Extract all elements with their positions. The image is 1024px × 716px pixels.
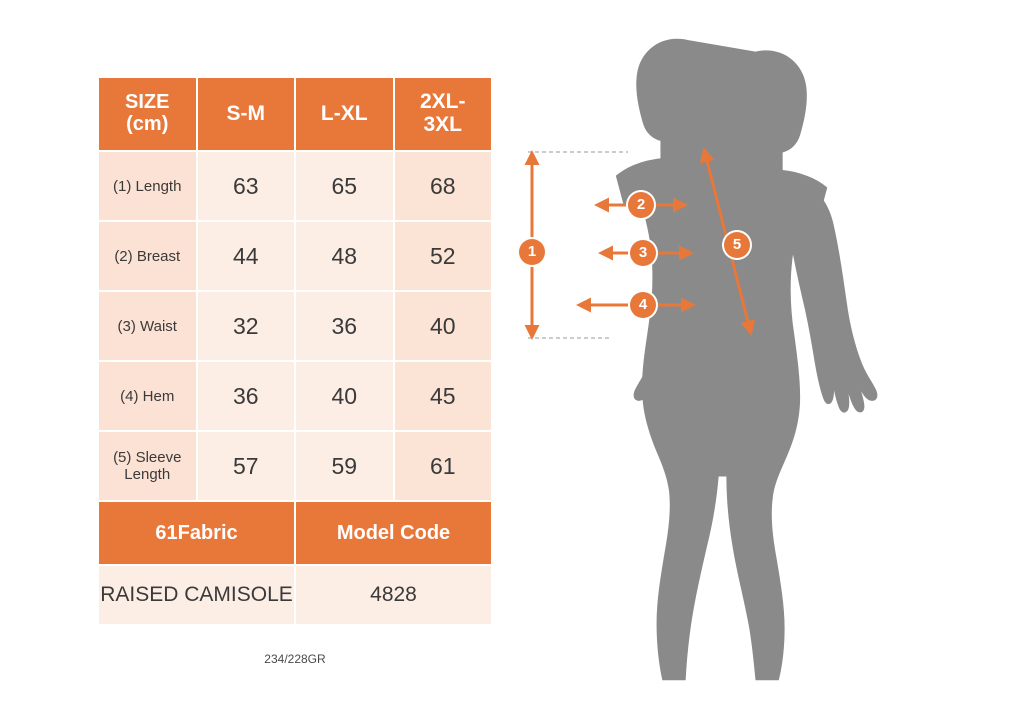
row-label-length: (1) Length	[98, 151, 197, 221]
footer-header-fabric: 61Fabric	[98, 501, 295, 565]
footer-header-model-code: Model Code	[295, 501, 492, 565]
column-header-sm: S-M	[197, 77, 296, 151]
column-header-2xl3xl-line2: 3XL	[423, 113, 462, 136]
cell-breast-2xl3xl: 52	[394, 221, 493, 291]
size-table	[97, 76, 493, 626]
column-header-2xl3xl-line1: 2XL-	[419, 90, 466, 114]
cell-sleeve-2xl3xl: 61	[394, 431, 493, 501]
figure-diagram	[500, 20, 1020, 700]
row-label-breast: (2) Breast	[98, 221, 197, 291]
column-header-size-line2: (cm)	[126, 113, 169, 135]
cell-waist-lxl: 36	[295, 291, 394, 361]
footer-value-fabric: RAISED CAMISOLE	[98, 565, 295, 625]
table-footer-header-row	[98, 501, 492, 565]
table-row	[98, 221, 492, 291]
mannequin-illustration	[500, 20, 1020, 700]
table-footer-value-row	[98, 565, 492, 625]
footer-value-model-code: 4828	[295, 565, 492, 625]
code-note: 234/228GR	[264, 652, 326, 666]
column-header-lxl: L-XL	[295, 77, 394, 151]
row-label-waist: (3) Waist	[98, 291, 197, 361]
marker-2: 2	[628, 192, 654, 218]
cell-hem-lxl: 40	[295, 361, 394, 431]
cell-hem-2xl3xl: 45	[394, 361, 493, 431]
column-header-2xl3xl	[394, 77, 493, 151]
marker-5: 5	[724, 232, 750, 258]
cell-breast-sm: 44	[197, 221, 296, 291]
cell-hem-sm: 36	[197, 361, 296, 431]
cell-sleeve-sm: 57	[197, 431, 296, 501]
marker-4: 4	[630, 292, 656, 318]
cell-waist-sm: 32	[197, 291, 296, 361]
cell-waist-2xl3xl: 40	[394, 291, 493, 361]
body-silhouette	[616, 39, 827, 680]
table-row	[98, 361, 492, 431]
table-header-row	[98, 77, 492, 151]
row-label-hem: (4) Hem	[98, 361, 197, 431]
cell-breast-lxl: 48	[295, 221, 394, 291]
column-header-size-line1: SIZE	[125, 91, 170, 114]
column-header-size	[98, 77, 197, 151]
size-table-body	[98, 151, 492, 625]
cell-sleeve-lxl: 59	[295, 431, 394, 501]
table-row	[98, 151, 492, 221]
marker-1: 1	[519, 239, 545, 265]
size-table-header	[98, 77, 492, 151]
table-row	[98, 431, 492, 501]
cell-length-sm: 63	[197, 151, 296, 221]
cell-length-2xl3xl: 68	[394, 151, 493, 221]
marker-3: 3	[630, 240, 656, 266]
row-label-sleeve-length: (5) Sleeve Length	[98, 431, 197, 501]
table-row	[98, 291, 492, 361]
cell-length-lxl: 65	[295, 151, 394, 221]
